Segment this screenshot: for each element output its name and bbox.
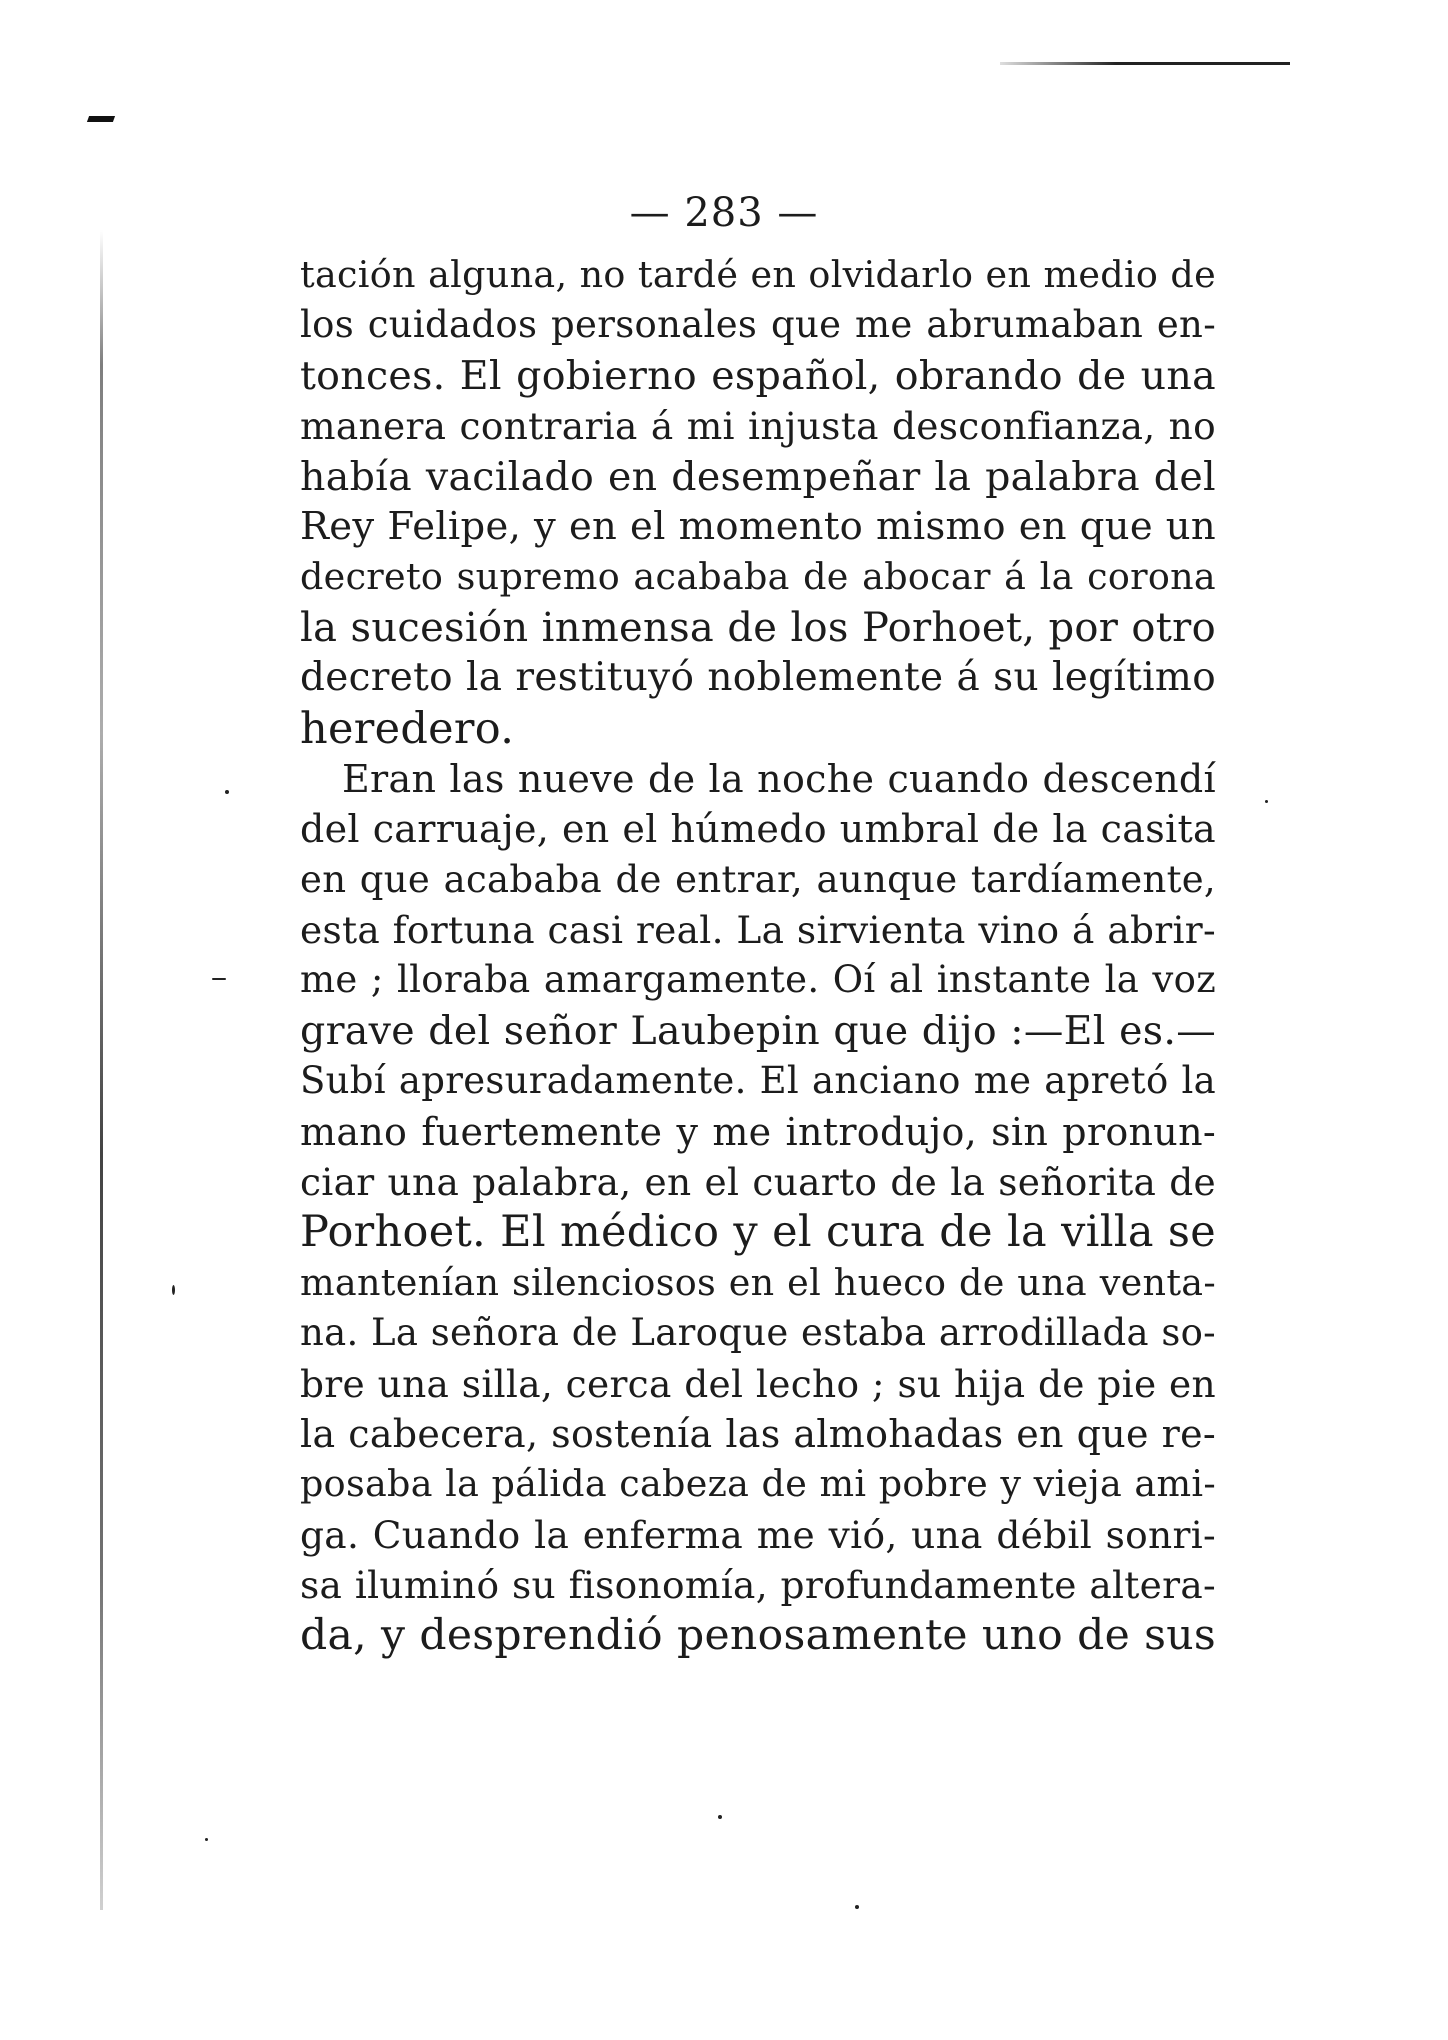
text-line: Rey Felipe, y en el momento mismo en que un <box>300 503 1216 549</box>
text-line: posaba la pálida cabeza de mi pobre y vieja ami- <box>300 1462 1216 1506</box>
scan-speck <box>855 1905 859 1909</box>
text-line: esta fortuna casi real. La sirvienta vino á abrir- <box>300 908 1216 953</box>
text-line: grave del señor Laubepin que dijo :—El es.— <box>300 1007 1216 1054</box>
text-line: sa iluminó su fisonomía, profundamente altera- <box>300 1563 1216 1608</box>
text-line: bre una silla, cerca del lecho ; su hija de pie en <box>300 1361 1216 1406</box>
text-line: Porhoet. El médico y el cura de la villa se <box>300 1207 1216 1258</box>
text-line-paragraph-start: Eran las nueve de la noche cuando descendí <box>342 756 1216 801</box>
text-line: decreto la restituyó noblemente á su legítimo <box>300 655 1216 701</box>
text-line: me ; lloraba amargamente. Oí al instante la voz <box>300 958 1216 1002</box>
text-line: manera contraria á mi injusta desconfianza, no <box>300 404 1216 449</box>
scan-artifact-corner-mark <box>87 116 115 122</box>
text-line: la cabecera, sostenía las almohadas en que re- <box>300 1411 1216 1456</box>
text-line: mano fuertemente y me introdujo, sin pronun- <box>300 1109 1216 1154</box>
scan-speck <box>172 1285 175 1295</box>
body-text <box>300 250 1216 1661</box>
text-line: na. La señora de Laroque estaba arrodillada so- <box>300 1311 1216 1355</box>
text-line: ciar una palabra, en el cuarto de la señorita de <box>300 1160 1216 1205</box>
scan-speck <box>718 1815 722 1819</box>
text-line: la sucesión inmensa de los Porhoet, por otro <box>300 604 1216 651</box>
scan-artifact-rule <box>1000 62 1290 65</box>
scan-speck <box>212 978 226 980</box>
text-line: Subí apresuradamente. El anciano me apretó la <box>300 1059 1216 1103</box>
text-line: ga. Cuando la enferma me vió, una débil sonri- <box>300 1512 1216 1557</box>
text-line-paragraph-end: heredero. <box>300 703 515 754</box>
scan-speck <box>1265 800 1268 803</box>
scan-speck <box>225 790 229 794</box>
text-line: en que acababa de entrar, aunque tardíamente, <box>300 857 1216 901</box>
text-line: del carruaje, en el húmedo umbral de la casita <box>300 807 1216 852</box>
page-number: — 283 — <box>629 190 819 236</box>
binding-edge-shadow <box>100 230 103 1910</box>
text-line: tonces. El gobierno español, obrando de una <box>300 352 1216 399</box>
text-line: los cuidados personales que me abrumaban en- <box>300 303 1216 347</box>
text-line: había vacilado en desempeñar la palabra del <box>300 453 1216 500</box>
text-line: mantenían silenciosos en el hueco de una venta- <box>300 1260 1216 1304</box>
text-line: da, y desprendió penosamente uno de sus <box>300 1610 1216 1660</box>
text-line: decreto supremo acababa de abocar á la corona <box>300 555 1216 599</box>
scan-speck <box>205 1838 208 1841</box>
text-line: tación alguna, no tardé en olvidarlo en medio de <box>300 253 1216 296</box>
